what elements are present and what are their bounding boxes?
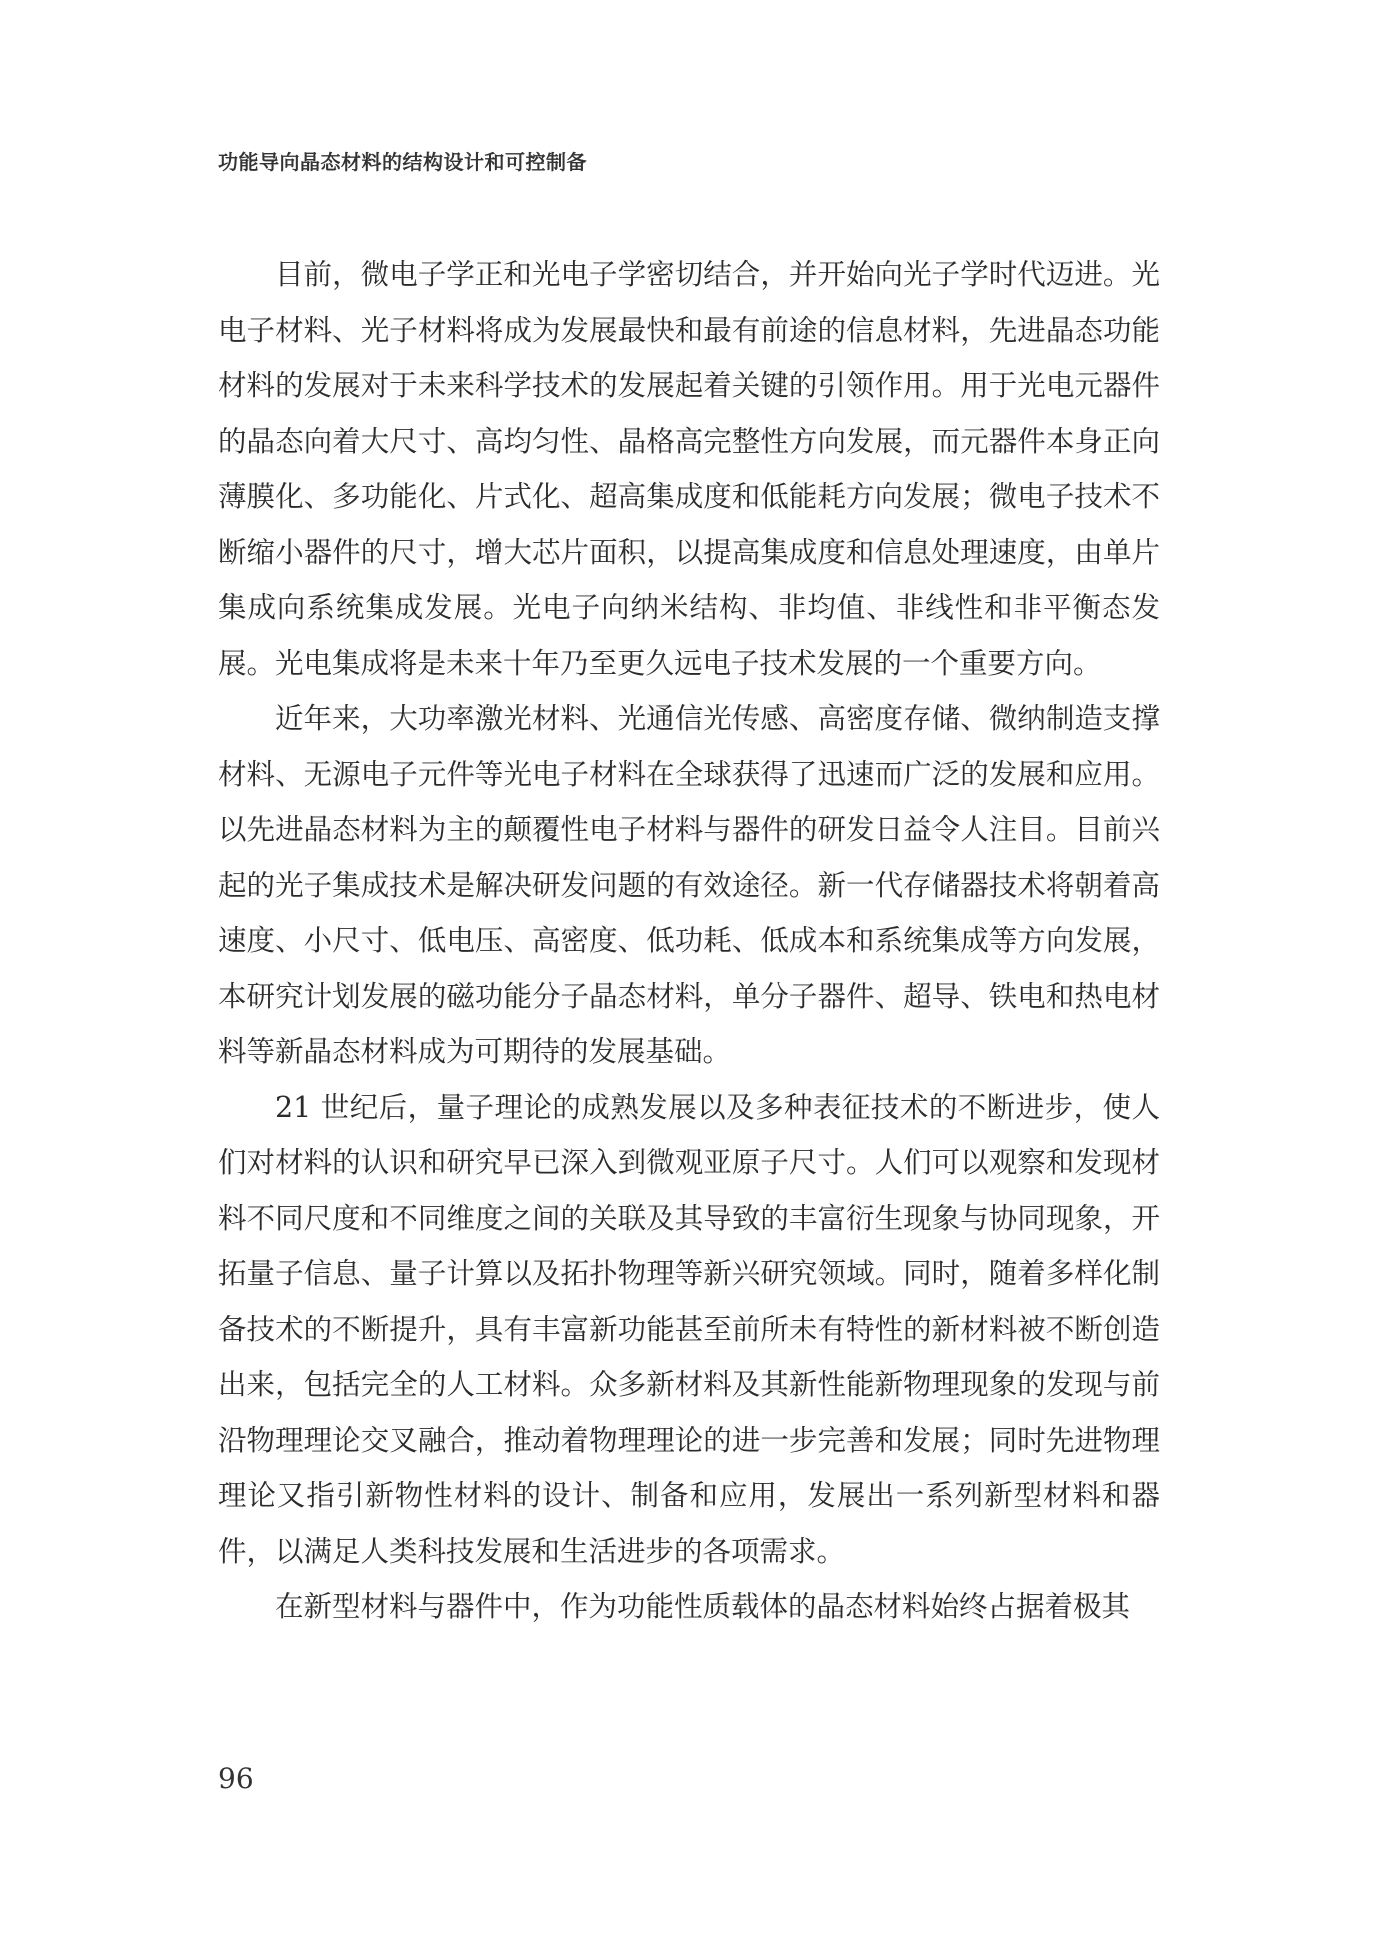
paragraph: 在新型材料与器件中，作为功能性质载体的晶态材料始终占据着极其	[275, 1590, 1131, 1623]
paragraph: 目前，微电子学正和光电子学密切结合，并开始向光子学时代迈进。光电子材料、光子材料将成为发展最快和最有前途的信息材料，先进晶态功能材料的发展对于未来科学技术的发展起着关键的引领作用。用于光电元器件的晶态向着大尺寸、高均匀性、晶格高完整性方向发展，而元器件本身正向薄膜化、多功能化、片式化、超高集成度和低能耗方向发展；微电子技术不断缩小器件的尺寸，增大芯片面积，以提高集成度和信息处理速度，由单片集成向系统集成发展。光电子向纳米结构、非均值、非线性和非平衡态发展。光电集成将是未来十年乃至更久远电子技术发展的一个重要方向。	[218, 258, 1160, 680]
running-header-title: 功能导向晶态材料的结构设计和可控制备	[218, 150, 587, 174]
paragraph: 近年来，大功率激光材料、光通信光传感、高密度存储、微纳制造支撑材料、无源电子元件等光电子材料在全球获得了迅速而广泛的发展和应用。以先进晶态材料为主的颠覆性电子材料与器件的研发日益令人注目。目前兴起的光子集成技术是解决研发问题的有效途径。新一代存储器技术将朝着高速度、小尺寸、低电压、高密度、低功耗、低成本和系统集成等方向发展，本研究计划发展的磁功能分子晶态材料，单分子器件、超导、铁电和热电材料等新晶态材料成为可期待的发展基础。	[218, 702, 1160, 1068]
paragraph: 21 世纪后，量子理论的成熟发展以及多种表征技术的不断进步，使人们对材料的认识和研究早已深入到微观亚原子尺寸。人们可以观察和发现材料不同尺度和不同维度之间的关联及其导致的丰富衍生现象与协同现象，开拓量子信息、量子计算以及拓扑物理等新兴研究领域。同时，随着多样化制备技术的不断提升，具有丰富新功能甚至前所未有特性的新材料被不断创造出来，包括完全的人工材料。众多新材料及其新性能新物理现象的发现与前沿物理理论交叉融合，推动着物理理论的进一步完善和发展；同时先进物理理论又指引新物性材料的设计、制备和应用，发展出一系列新型材料和器件，以满足人类科技发展和生活进步的各项需求。	[218, 1090, 1160, 1568]
body-text	[218, 247, 1160, 1635]
page-number: 96	[218, 1762, 254, 1795]
